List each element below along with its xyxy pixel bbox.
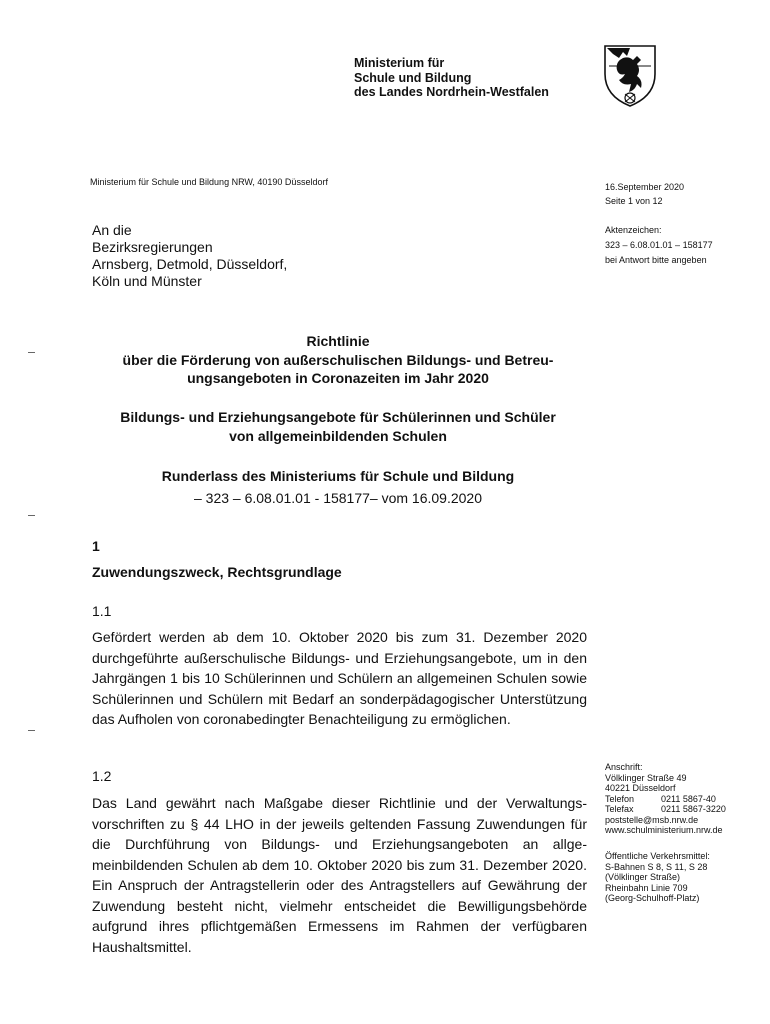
phone-row: [605, 794, 726, 805]
transit-label: Öffentliche Verkehrsmittel:: [605, 851, 710, 861]
fold-mark: [28, 352, 35, 353]
letterhead-line: Schule und Bildung: [354, 70, 472, 85]
recipient-line: An die: [92, 222, 132, 238]
phone-number: 0211 5867-40: [661, 793, 716, 804]
recipient-line: Köln und Münster: [92, 273, 202, 289]
subsection-paragraph: Gefördert werden ab dem 10. Oktober 2020 bis zum 31. Dezember 2020 durchgeführte außerschulische Bildungs- und Erziehungsangebote, um in den Jahrgängen 1 bis 10 Schülerinnen und Schülern an allgemeinen Schulen sowie Schülerinnen und Schülern mit Bedarf an sonderpädagogischer Unterstützung das Aufholen von coronabedingter Benachteiligung zu ermöglichen.: [92, 629, 587, 727]
file-number: 323 – 6.08.01.01 – 158177: [605, 240, 713, 250]
sender-address-line: Ministerium für Schule und Bildung NRW, 40190 Düsseldorf: [90, 177, 328, 187]
subtitle-line: von allgemeinbildenden Schulen: [229, 427, 447, 444]
website: www.schulministerium.nrw.de: [605, 825, 723, 835]
circular-heading: Runderlass des Ministeriums für Schule und Bildung: [161, 468, 515, 484]
section-number: 1: [92, 538, 100, 554]
document-date: 16.September 2020: [605, 182, 685, 192]
recipient-line: Bezirksregierungen: [92, 239, 213, 255]
fold-mark: [28, 515, 35, 516]
ministry-letterhead: [354, 56, 549, 100]
address-label: Anschrift:: [605, 762, 643, 772]
fax-label: Telefax: [605, 804, 634, 814]
circular-reference: – 323 – 6.08.01.01 - 158177– vom 16.09.2020: [193, 490, 482, 506]
title-line: Richtlinie: [306, 333, 370, 349]
transit-line: (Völklinger Straße): [605, 872, 681, 882]
subsection-number: 1.2: [92, 768, 112, 784]
document-title: [86, 332, 590, 388]
recipient-address: [92, 222, 287, 290]
recipient-line: Arnsberg, Detmold, Düsseldorf,: [92, 256, 288, 272]
fax-row: [605, 804, 726, 815]
phone-label: Telefon: [605, 793, 635, 804]
subtitle-line: Bildungs- und Erziehungsangebote für Schülerinnen und Schüler: [120, 409, 556, 425]
fax-number: 0211 5867-3220: [661, 804, 726, 814]
subsection-paragraph: Das Land gewährt nach Maßgabe dieser Richtlinie und der Verwaltungsvorschriften zu § 44 LHO in der jeweils geltenden Fassung Zuwendungen für die Durchführung von Bildungs- und Erziehungsangeboten an allgemeinbildenden Schulen ab dem 10. Oktober 2020 bis zum 31. Dezember 2020. Ein Anspruch der Antragstellerin oder des Antragstellers auf Gewährung der Zuwendung besteht nicht, vielmehr entscheidet die Bewilligungsbehörde aufgrund ihres pflichtgemäßen Ermessens im Rahmen der verfügbaren Haushaltsmittel.: [92, 795, 587, 955]
transit-line: S-Bahnen S 8, S 11, S 28: [605, 861, 708, 872]
fold-mark: [28, 730, 35, 731]
file-number-label: Aktenzeichen:: [605, 225, 662, 235]
section-title: Zuwendungszweck, Rechtsgrundlage: [92, 564, 342, 580]
transit-block: [605, 851, 710, 904]
letterhead-line: des Landes Nordrhein-Westfalen: [354, 85, 549, 99]
ministry-address-block: [605, 762, 726, 836]
email-address: poststelle@msb.nrw.de: [605, 814, 699, 825]
address-city: 40221 Düsseldorf: [605, 783, 676, 793]
nrw-coat-of-arms-icon: [603, 44, 657, 108]
subsection-number: 1.1: [92, 603, 112, 619]
document-subtitle: [86, 408, 590, 445]
page-counter: Seite 1 von 12: [605, 196, 663, 206]
title-line: ungsangeboten in Coronazeiten im Jahr 2020: [187, 370, 489, 386]
transit-line: Rheinbahn Linie 709: [605, 882, 688, 893]
transit-line: (Georg-Schulhoff-Platz): [605, 893, 700, 903]
reply-note: bei Antwort bitte angeben: [605, 255, 707, 265]
address-street: Völklinger Straße 49: [605, 772, 687, 783]
letterhead-line: Ministerium für: [354, 56, 445, 70]
title-line: über die Förderung von außerschulischen Bildungs- und Betreu-: [122, 351, 554, 368]
